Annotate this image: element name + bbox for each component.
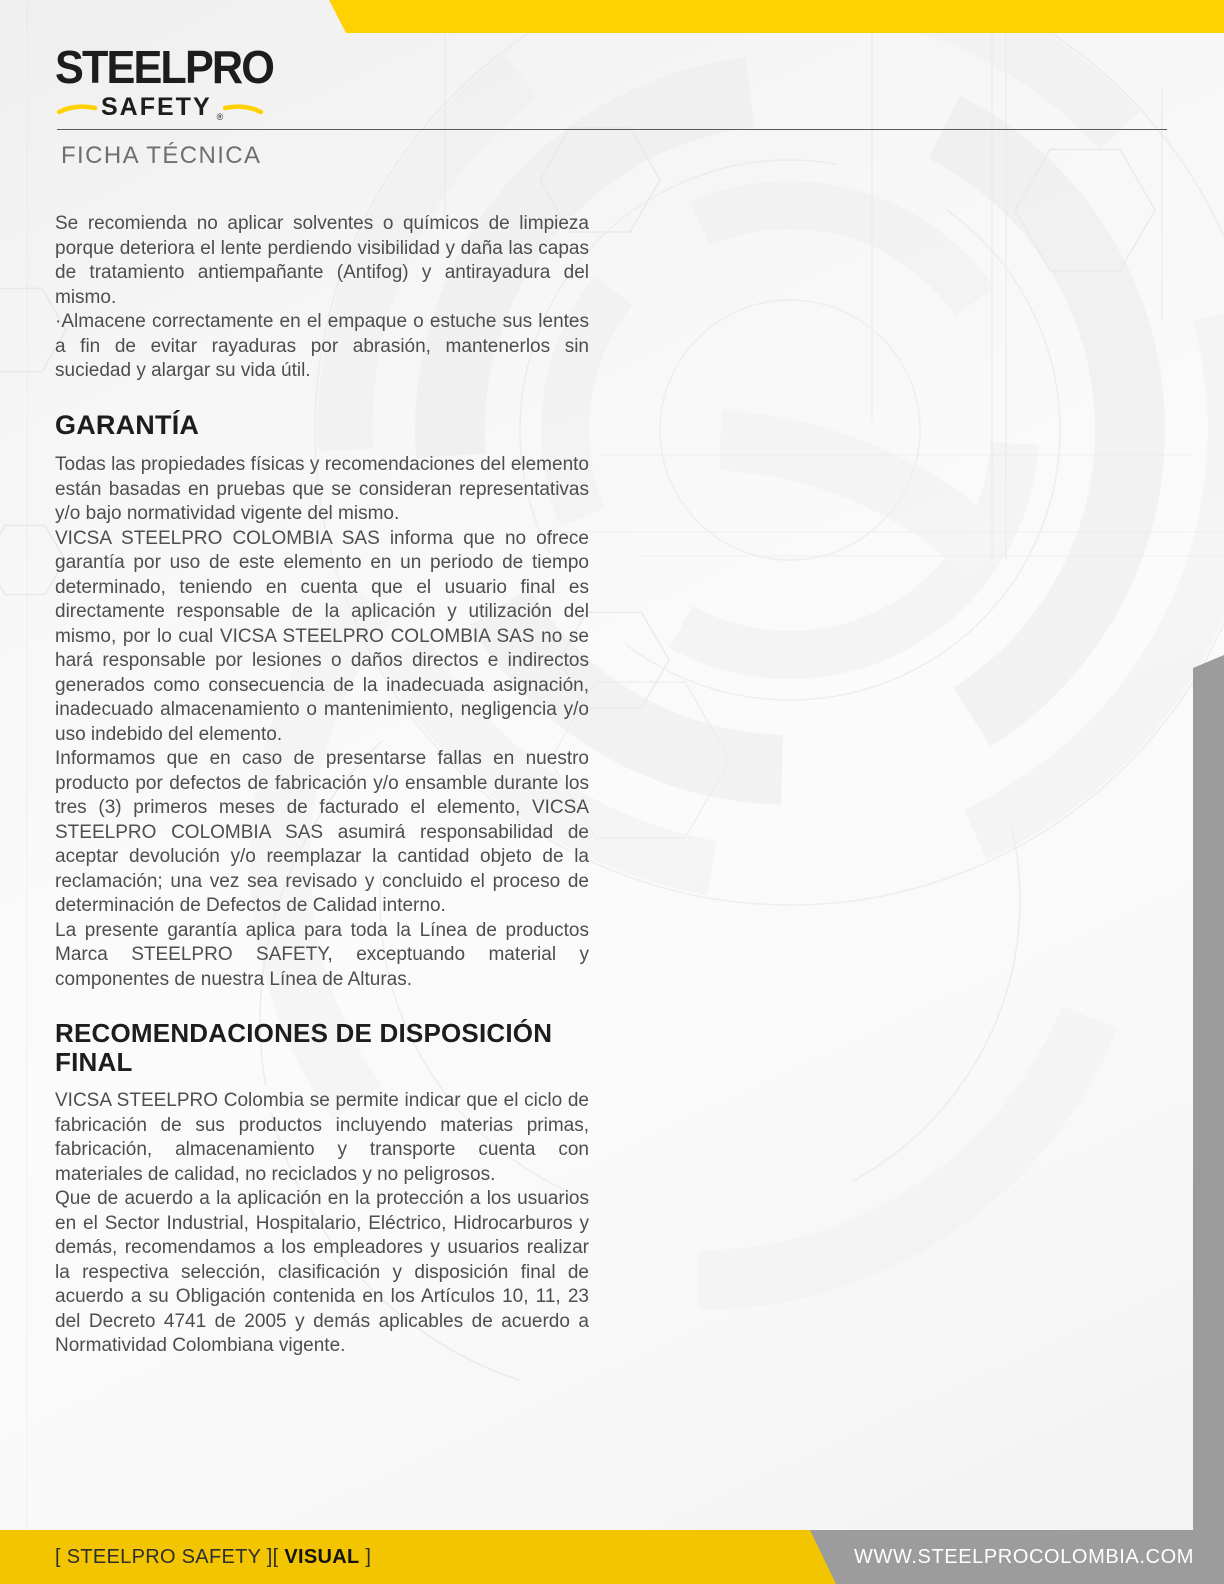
intro-paragraph: ·Almacene correctamente en el empaque o estuche sus lentes a fin de evitar rayaduras por abrasión, mantenerlos sin suciedad y alargar su vida útil. [55,311,589,381]
section-heading-garantia: GARANTÍA [55,409,200,440]
garantia-paragraph: Informamos que en caso de presentarse fallas en nuestro producto por defectos de fabricación y/o ensamble durante los tres (3) primeros meses de facturado el elemento, VICSA STEELPRO COLOMBIA SAS asumirá responsabilidad de aceptar devolución y/o reemplazar la cantidad objeto de la reclamación; una vez sea revisado y concluido el proceso de determinación de Defectos de Calidad interno. [55,748,589,917]
top-accent-bar [0,0,1224,33]
website-link[interactable]: WWW.STEELPROCOLOMBIA.COM [854,1545,1194,1568]
garantia-paragraph: La presente garantía aplica para toda la Línea de productos Marca STEELPRO SAFETY, exceptuando material y componentes de nuestra Línea de Alturas. [55,919,589,990]
footer-bar [0,1530,1224,1584]
logo-swoosh-left-icon [57,101,97,115]
section-heading-disposicion-final: RECOMENDACIONES DE DISPOSICIÓN FINAL [55,1018,553,1077]
logo-swoosh-right-icon [223,101,263,115]
logo-wordmark: STEELPRO [55,41,274,93]
intro-paragraph: Se recomienda no aplicar solventes o químicos de limpieza porque deteriora el lente perdiendo visibilidad y daña las capas de tratamiento antiempañante (Antifog) y antirayadura del mismo. [55,213,589,308]
header-divider [57,129,1167,130]
page-title: FICHA TÉCNICA [61,142,262,169]
footer-tagline-prefix: [ STEELPRO SAFETY ][ [55,1545,285,1568]
garantia-paragraph: Todas las propiedades físicas y recomendaciones del elemento están basadas en pruebas que se consideran representativas y/o bajo normatividad vigente del mismo. [55,454,589,525]
document-body [55,212,589,1359]
garantia-paragraph: VICSA STEELPRO COLOMBIA SAS informa que no ofrece garantía por uso de este elemento en un periodo de tiempo determinado, teniendo en cuenta que el usuario final es directamente responsable de la aplicación y utilización del mismo, por lo cual VICSA STEELPRO COLOMBIA SAS no se hará responsable por lesiones o daños directos e indirectos generados como consecuencia de la inadecuada asignación, inadecuado almacenamiento o mantenimiento, negligencia y/o uso indebido del elemento. [55,527,589,745]
disposicion-paragraph: Que de acuerdo a la aplicación en la protección a los usuarios en el Sector Industrial, Hospitalario, Eléctrico, Hidrocarburos y demás, recomendamos a los empleadores y usuarios realizar la respectiva selección, clasificación y disposición final de acuerdo a su Obligación contenida en los Artículos 10, 11, 23 del Decreto 4741 de 2005 y demás aplicables de acuerdo a Normatividad Colombiana vigente. [55,1188,589,1357]
footer-brand-tagline [55,1530,371,1584]
right-accent-band [1193,655,1224,1584]
steelpro-logo [55,41,285,122]
footer-tagline-suffix: ] [359,1545,372,1568]
disposicion-paragraph: VICSA STEELPRO Colombia se permite indicar que el ciclo de fabricación de sus productos incluyendo materias primas, fabricación, almacenamiento y transporte cuenta con materiales de calidad, no reciclados y no peligrosos. [55,1090,589,1185]
logo-safety-row [57,95,285,120]
logo-safety-text: SAFETY [101,93,212,121]
registered-trademark: ® [216,112,224,122]
footer-tagline-visual: VISUAL [284,1545,360,1568]
